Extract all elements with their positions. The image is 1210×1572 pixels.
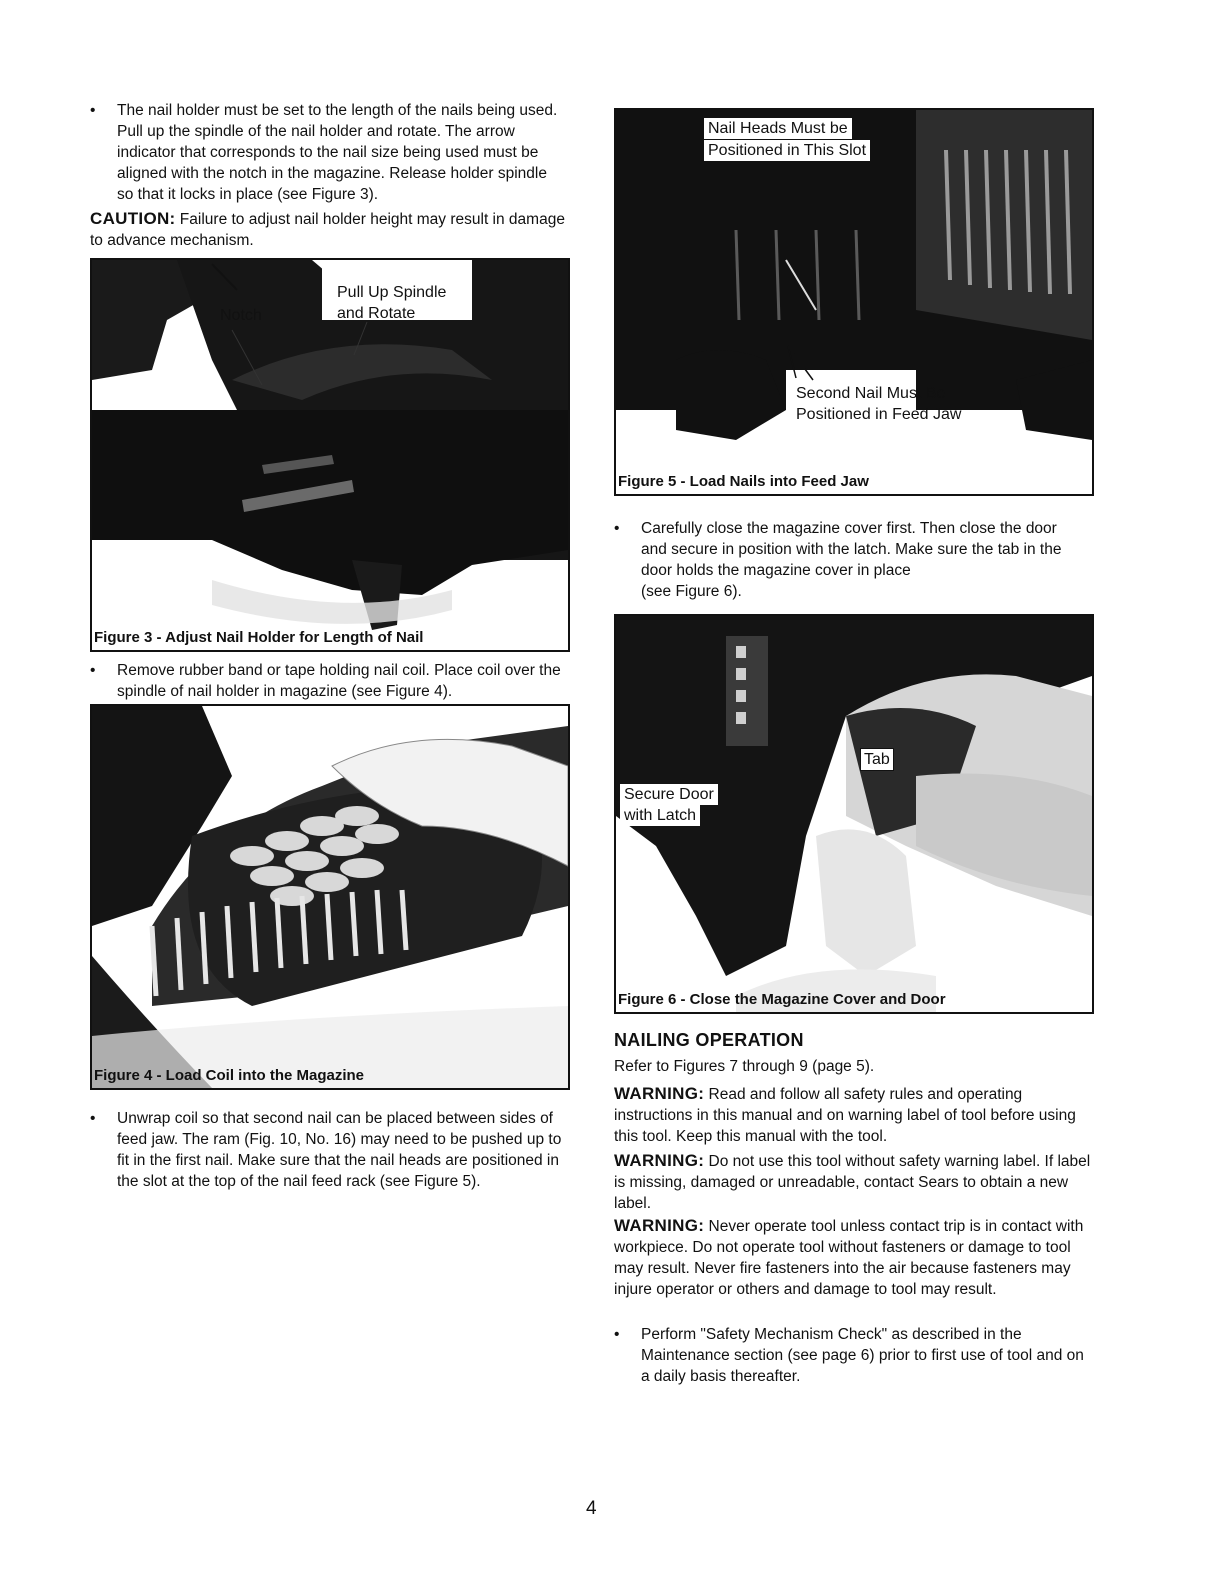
figure-5-caption: Figure 5 - Load Nails into Feed Jaw xyxy=(618,473,869,490)
bullet-dot: • xyxy=(90,102,96,119)
callout-secure-line-2: with Latch xyxy=(620,805,700,826)
bullet-remove-band xyxy=(90,660,565,702)
callout-heads-line-2: Positioned in This Slot xyxy=(704,140,870,161)
callout-spindle-line-2: and Rotate xyxy=(337,305,416,322)
warning-2-text: Do not use this tool without safety warning label. If label is missing, damaged or unreadable, contact Sears to obtain a new label. xyxy=(614,1153,1091,1212)
caution-paragraph xyxy=(90,208,568,251)
warning-label: WARNING: xyxy=(614,1216,705,1235)
bullet-dot: • xyxy=(614,520,620,537)
figure-3-caption: Figure 3 - Adjust Nail Holder for Length of Nail xyxy=(94,629,424,646)
warning-1-text: Read and follow all safety rules and operating instructions in this manual and on warning label of tool before using this tool. Keep this manual with the tool. xyxy=(614,1086,1076,1145)
callout-second-line-1: Second Nail Must Be xyxy=(796,385,946,402)
bullet-close xyxy=(614,518,1084,602)
caution-label: CAUTION: xyxy=(90,209,176,228)
warning-2 xyxy=(614,1150,1094,1214)
figure-6-caption: Figure 6 - Close the Magazine Cover and Door xyxy=(618,991,946,1008)
bullet-unwrap-text: Unwrap coil so that second nail can be placed between sides of feed jaw. The ram (Fig. 10, No. 16) may need to be pushed up to fit in the first nail. Make sure that the nail heads are positioned in the slot at the top of the nail feed rack (see Figure 5). xyxy=(117,1110,562,1190)
bullet-safety xyxy=(614,1324,1090,1387)
section-heading: NAILING OPERATION xyxy=(614,1030,804,1050)
callout-secure-line-1: Secure Door xyxy=(620,784,718,805)
bullet-nail-holder xyxy=(90,100,565,205)
bullet-dot: • xyxy=(90,662,96,679)
caution-text: Failure to adjust nail holder height may result in damage to advance mechanism. xyxy=(90,211,565,249)
bullet-nail-holder-text: The nail holder must be set to the length of the nails being used. Pull up the spindle of the nail holder and rotate. The arrow indicator that corresponds to the nail size being used must be aligned with the notch in the magazine. Release holder spindle so that it locks in place (see Figure 3). xyxy=(117,102,558,203)
callout-spindle-line-1: Pull Up Spindle xyxy=(337,284,447,301)
figure-4-caption: Figure 4 - Load Coil into the Magazine xyxy=(94,1067,365,1084)
callout-notch: Notch xyxy=(220,307,262,324)
warning-3-text: Never operate tool unless contact trip is in contact with workpiece. Do not operate tool without fasteners or damage to tool may result. Never fire fasteners into the air because fasteners may injure operator or others and damage to tool may result. xyxy=(614,1218,1084,1298)
figure-5 xyxy=(614,108,1094,496)
bullet-dot: • xyxy=(614,1326,620,1343)
warning-label: WARNING: xyxy=(614,1151,705,1170)
page-number: 4 xyxy=(586,1498,597,1519)
figure-5-photo xyxy=(616,110,1092,494)
figure-4 xyxy=(90,704,570,1090)
bullet-dot: • xyxy=(90,1110,96,1127)
figure-6 xyxy=(614,614,1094,1014)
callout-second-line-2: Positioned in Feed Jaw xyxy=(796,406,962,423)
bullet-remove-band-text: Remove rubber band or tape holding nail coil. Place coil over the spindle of nail holder in magazine (see Figure 4). xyxy=(117,662,561,700)
warning-label: WARNING: xyxy=(614,1084,705,1103)
bullet-close-ref: (see Figure 6). xyxy=(641,583,742,600)
figure-4-photo xyxy=(92,706,568,1088)
warning-3 xyxy=(614,1215,1094,1300)
bullet-unwrap xyxy=(90,1108,570,1192)
bullet-safety-text: Perform "Safety Mechanism Check" as described in the Maintenance section (see page 6) prior to first use of tool and on a daily basis thereafter. xyxy=(641,1326,1084,1385)
callout-tab: Tab xyxy=(860,748,894,771)
refer-text: Refer to Figures 7 through 9 (page 5). xyxy=(614,1058,875,1075)
figure-3-photo xyxy=(92,260,568,650)
warning-1 xyxy=(614,1083,1094,1147)
figure-3 xyxy=(90,258,570,652)
callout-heads-line-1: Nail Heads Must be xyxy=(704,118,852,139)
bullet-close-text: Carefully close the magazine cover first. Then close the door and secure in position with the latch. Make sure the tab in the door holds the magazine cover in place xyxy=(641,520,1062,579)
